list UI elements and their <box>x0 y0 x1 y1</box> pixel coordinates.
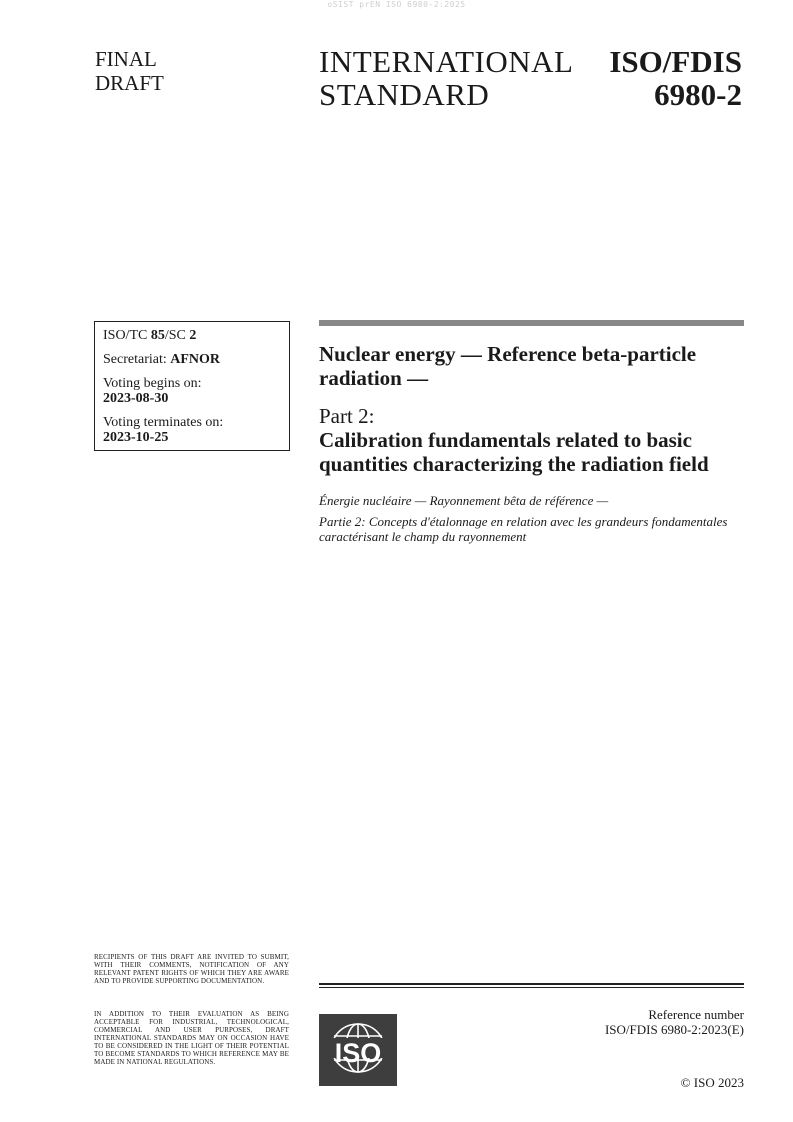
committee-info-box <box>94 321 290 451</box>
standard-number <box>609 45 742 111</box>
reference-number-value: ISO/FDIS 6980-2:2023(E) <box>604 1022 744 1037</box>
title-block <box>319 342 744 544</box>
footer-rule-top <box>319 983 744 985</box>
sc-number: 2 <box>189 328 197 343</box>
notice-regulations: IN ADDITION TO THEIR EVALUATION AS BEING ACCEPTABLE FOR INDUSTRIAL, TECHNOLOGICAL, COMMERCIAL AND USER PURPOSES, DRAFT INTERNATIONAL STANDARDS MAY ON OCCASION HAVE TO BE CONSIDERED IN THE LIGHT OF THEIR POTENTIAL TO BECOME STANDARDS TO WHICH REFERENCE MAY BE MADE IN NATIONAL REGULATIONS. <box>94 1010 289 1066</box>
draft-line-2: DRAFT <box>95 71 164 95</box>
voting-terminates <box>103 415 282 445</box>
reference-number-label: Reference number <box>648 1007 744 1022</box>
standard-type-line-2: STANDARD <box>319 77 490 112</box>
watermark: oSIST prEN ISO 6980-2:2025 <box>327 0 466 9</box>
title-divider-bar <box>319 320 744 326</box>
committee-prefix: ISO/TC <box>103 328 151 343</box>
copyright: © ISO 2023 <box>680 1075 744 1090</box>
iso-logo <box>319 1014 397 1086</box>
secretariat-label: Secretariat: <box>103 352 171 367</box>
voting-terminates-label: Voting terminates on: <box>103 415 224 430</box>
secretariat-value: AFNOR <box>170 352 221 367</box>
part-label: Part 2: <box>319 404 375 428</box>
committee-reference <box>103 328 282 343</box>
tc-number: 85 <box>150 328 165 343</box>
footer-rule-bottom <box>319 987 744 988</box>
notice-patent: RECIPIENTS OF THIS DRAFT ARE INVITED TO SUBMIT, WITH THEIR COMMENTS, NOTIFICATION OF ANY RELEVANT PATENT RIGHTS OF WHICH THEY ARE AWARE AND TO PROVIDE SUPPORTING DOCUMENTATION. <box>94 953 289 985</box>
voting-begins <box>103 376 282 406</box>
iso-logo-icon <box>319 1014 397 1086</box>
voting-begins-date: 2023-08-30 <box>103 391 169 406</box>
standard-number-line-1: ISO/FDIS <box>609 44 742 79</box>
standard-number-line-2: 6980-2 <box>654 77 742 112</box>
voting-terminates-date: 2023-10-25 <box>103 430 169 445</box>
iso-logo-text: ISO <box>334 1038 382 1068</box>
draft-line-1: FINAL <box>95 47 157 71</box>
standard-type <box>319 45 573 111</box>
main-title: Nuclear energy — Reference beta-particle radiation — <box>319 342 697 390</box>
reference-number <box>605 1007 744 1037</box>
secretariat <box>103 352 282 367</box>
draft-label <box>95 47 164 95</box>
part-title: Calibration fundamentals related to basic quantities characterizing the radiation field <box>319 428 709 476</box>
standard-type-line-1: INTERNATIONAL <box>319 44 574 79</box>
committee-mid: /SC <box>164 328 190 343</box>
french-part-title: Partie 2: Concepts d'étalonnage en relation avec les grandeurs fondamentales caractérisant le champ du rayonnement <box>319 514 728 544</box>
french-main-title: Énergie nucléaire — Rayonnement bêta de référence — <box>319 493 609 508</box>
voting-begins-label: Voting begins on: <box>103 376 202 391</box>
